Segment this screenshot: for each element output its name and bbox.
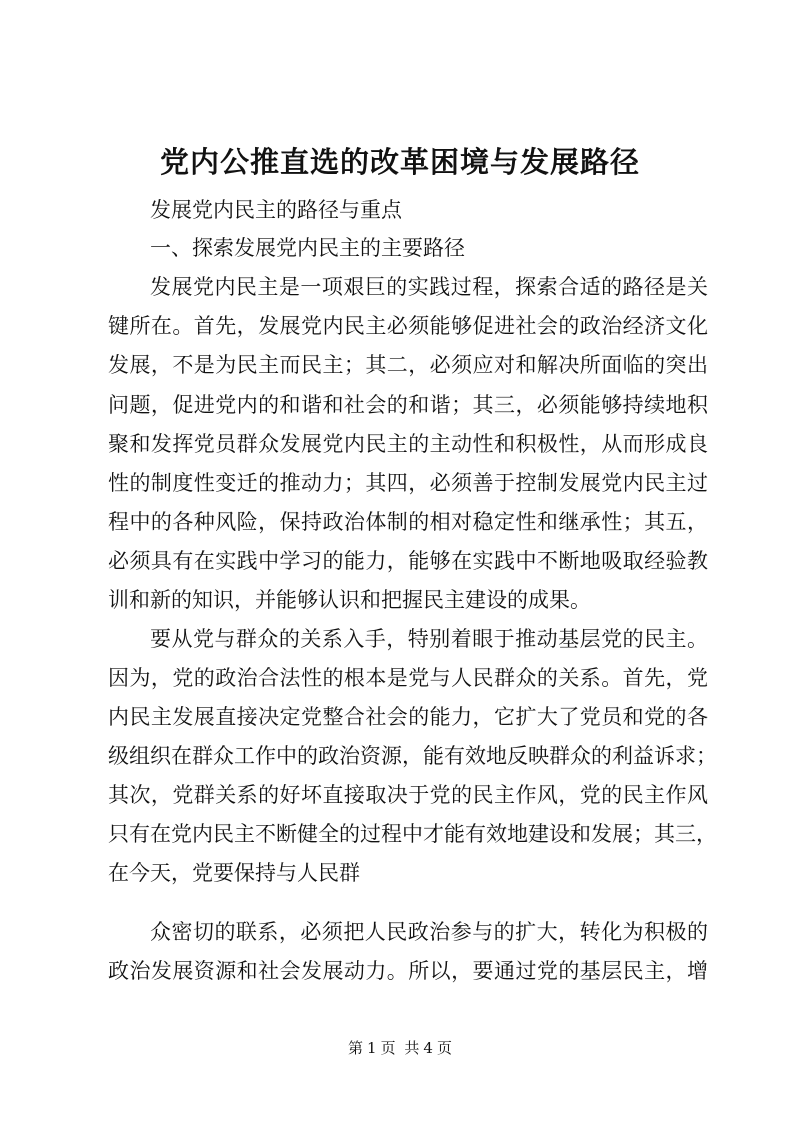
section-heading: 一、探索发展党内民主的主要路径: [150, 236, 465, 260]
paragraph-line: 聚和发挥党员群众发展党内民主的主动性和积极性，从而形成良: [108, 432, 708, 456]
paragraph-line: 程中的各种风险，保持政治体制的相对稳定性和继承性；其五，: [108, 510, 708, 534]
page-number: 1: [367, 1039, 377, 1057]
paragraph-line: 必须具有在实践中学习的能力，能够在实践中不断地吸取经验教: [108, 549, 708, 573]
paragraph-line: 训和新的知识，并能够认识和把握民主建设的成果。: [108, 588, 591, 612]
paragraph-line: 因为，党的政治合法性的根本是党与人民群众的关系。首先，党: [108, 666, 708, 690]
paragraph-line: 众密切的联系，必须把人民政治参与的扩大，转化为积极的: [150, 920, 708, 944]
paragraph-line: 级组织在群众工作中的政治资源，能有效地反映群众的利益诉求；: [108, 744, 717, 768]
document-title: 党内公推直选的改革困境与发展路径: [159, 145, 640, 179]
paragraph-line: 政治发展资源和社会发展动力。所以，要通过党的基层民主，增: [108, 959, 708, 983]
paragraph-line: 在今天，党要保持与人民群: [108, 861, 360, 885]
total-label: 共: [404, 1039, 420, 1057]
paragraph-line: 要从党与群众的关系入手，特别着眼于推动基层党的民主。: [150, 627, 708, 651]
paragraph-line: 问题，促进党内的和谐和社会的和谐；其三，必须能够持续地积: [108, 393, 708, 417]
total-unit: 页: [436, 1039, 452, 1057]
total-pages: 4: [423, 1039, 433, 1057]
paragraph-line: 键所在。首先，发展党内民主必须能够促进社会的政治经济文化: [108, 314, 708, 338]
paragraph-line: 发展党内民主是一项艰巨的实践过程，探索合适的路径是关: [150, 275, 708, 299]
paragraph-line: 性的制度性变迁的推动力；其四，必须善于控制发展党内民主过: [108, 471, 708, 495]
paragraph-line: 只有在党内民主不断健全的过程中才能有效地建设和发展；其三，: [108, 822, 717, 846]
subtitle: 发展党内民主的路径与重点: [150, 198, 402, 222]
paragraph-line: 内民主发展直接决定党整合社会的能力，它扩大了党员和党的各: [108, 705, 708, 729]
paragraph-line: 发展，不是为民主而民主；其二，必须应对和解决所面临的突出: [108, 353, 708, 377]
page-label: 第: [348, 1039, 364, 1057]
paragraph-line: 其次，党群关系的好坏直接取决于党的民主作风，党的民主作风: [108, 783, 708, 807]
page-unit: 页: [380, 1039, 396, 1057]
page-footer: [0, 1037, 800, 1059]
